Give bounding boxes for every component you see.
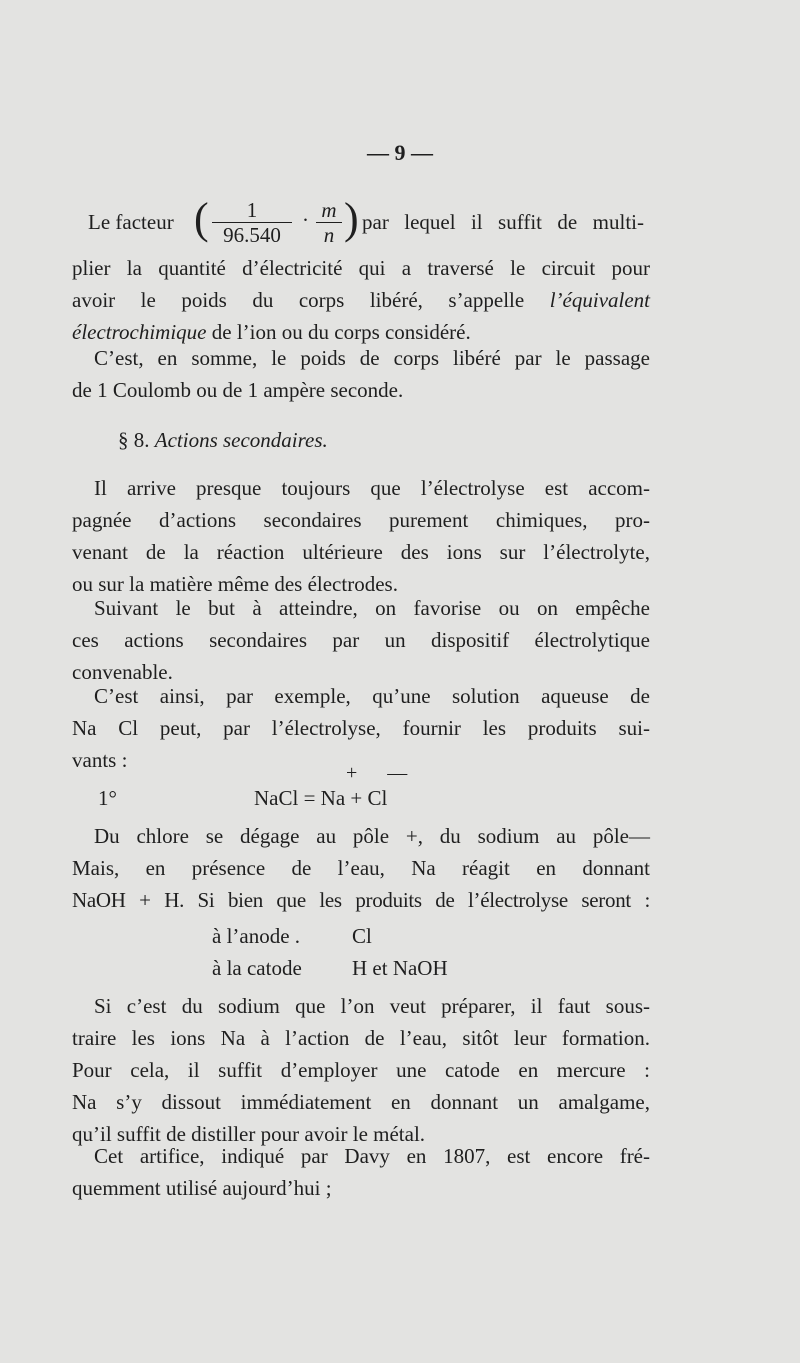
text-line: quemment utilisé aujourd’hui ; [72, 1176, 332, 1200]
formula-prefix: Le facteur [88, 210, 174, 234]
text-line: ou sur la matière même des électrodes. [72, 572, 398, 596]
result-where: à l’anode . [212, 924, 301, 948]
paragraph-4 [72, 592, 650, 688]
section-heading [118, 428, 328, 453]
paren-open: ( [194, 194, 209, 243]
text-line: vants : [72, 748, 128, 772]
text-line: pagnée d’actions secondaires purement chimiques, pro- [72, 508, 650, 532]
page-number: — 9 — [367, 140, 433, 165]
section-title: Actions secondaires. [154, 428, 328, 452]
text-line: Na s’y dissout immédiatement en donnant un amalgame, [72, 1090, 650, 1114]
text-line: Si c’est du sodium que l’on veut préparer, il faut sous- [94, 994, 650, 1018]
text-line: Na Cl peut, par l’électrolyse, fournir les produits sui- [72, 716, 650, 740]
fraction-one-numerator: 1 [212, 198, 292, 223]
text-line: Suivant le but à atteindre, on favorise ou on empêche [94, 596, 650, 620]
text-line: Cet artifice, indiqué par Davy en 1807, est encore fré- [94, 1144, 650, 1168]
text-line: plier la quantité d’électricité qui a traversé le circuit pour [72, 256, 650, 280]
text-line: traire les ions Na à l’action de l’eau, sitôt leur formation. [72, 1026, 650, 1050]
paren-close: ) [344, 194, 359, 243]
text-line: convenable. [72, 660, 173, 684]
text-line: NaOH + H. Si bien que les produits de l’électrolyse seront : [72, 888, 650, 912]
paragraph-3 [72, 472, 650, 600]
fraction-one [212, 198, 292, 247]
text-line: Du chlore se dégage au pôle +, du sodium au pôle— [94, 824, 650, 848]
equation-body: NaCl = Na + Cl [254, 786, 388, 810]
formula-line [88, 196, 644, 256]
fraction-one-denominator: 96.540 [223, 223, 281, 247]
text-line: Il arrive presque toujours que l’électrolyse est accom- [94, 476, 650, 500]
text-line: Pour cela, il suffit d’employer une catode en mercure : [72, 1058, 650, 1082]
text-line: C’est, en somme, le poids de corps libéré par le passage [94, 346, 650, 370]
fraction-two-numerator: m [316, 198, 342, 223]
text-line: qu’il suffit de distiller pour avoir le métal. [72, 1122, 426, 1146]
text-line: Mais, en présence de l’eau, Na réagit en donnant [72, 856, 650, 880]
text-line: venant de la réaction ultérieure des ions sur l’électrolyte, [72, 540, 650, 564]
result-where: à la catode [212, 956, 302, 980]
result-catode [212, 956, 448, 981]
result-what: Cl [352, 924, 372, 948]
text-line: ces actions secondaires par un dispositif électrolytique [72, 628, 650, 652]
multiplication-dot: · [302, 208, 309, 232]
formula-suffix: par lequel il suffit de multi- [362, 210, 644, 234]
section-number: § 8. [118, 428, 150, 452]
text-line: de 1 Coulomb ou de 1 ampère seconde. [72, 378, 404, 402]
text-line: C’est ainsi, par exemple, qu’une solution aqueuse de [94, 684, 650, 708]
paragraph-1 [72, 252, 650, 348]
paragraph-8 [72, 1140, 650, 1204]
ion-charge-signs: + — [346, 762, 408, 784]
text-line: avoir le poids du corps libéré, s’appelle l’équivalent [72, 288, 651, 312]
fraction-two [316, 198, 342, 247]
result-anode [212, 924, 372, 949]
result-what: H et NaOH [352, 956, 448, 980]
equation-label: 1° [98, 786, 117, 810]
paragraph-7 [72, 990, 650, 1150]
paragraph-6 [72, 820, 650, 916]
paragraph-2 [72, 342, 650, 406]
text-line: électrochimique de l’ion ou du corps considéré. [72, 320, 471, 344]
fraction-two-denominator: n [323, 223, 335, 247]
